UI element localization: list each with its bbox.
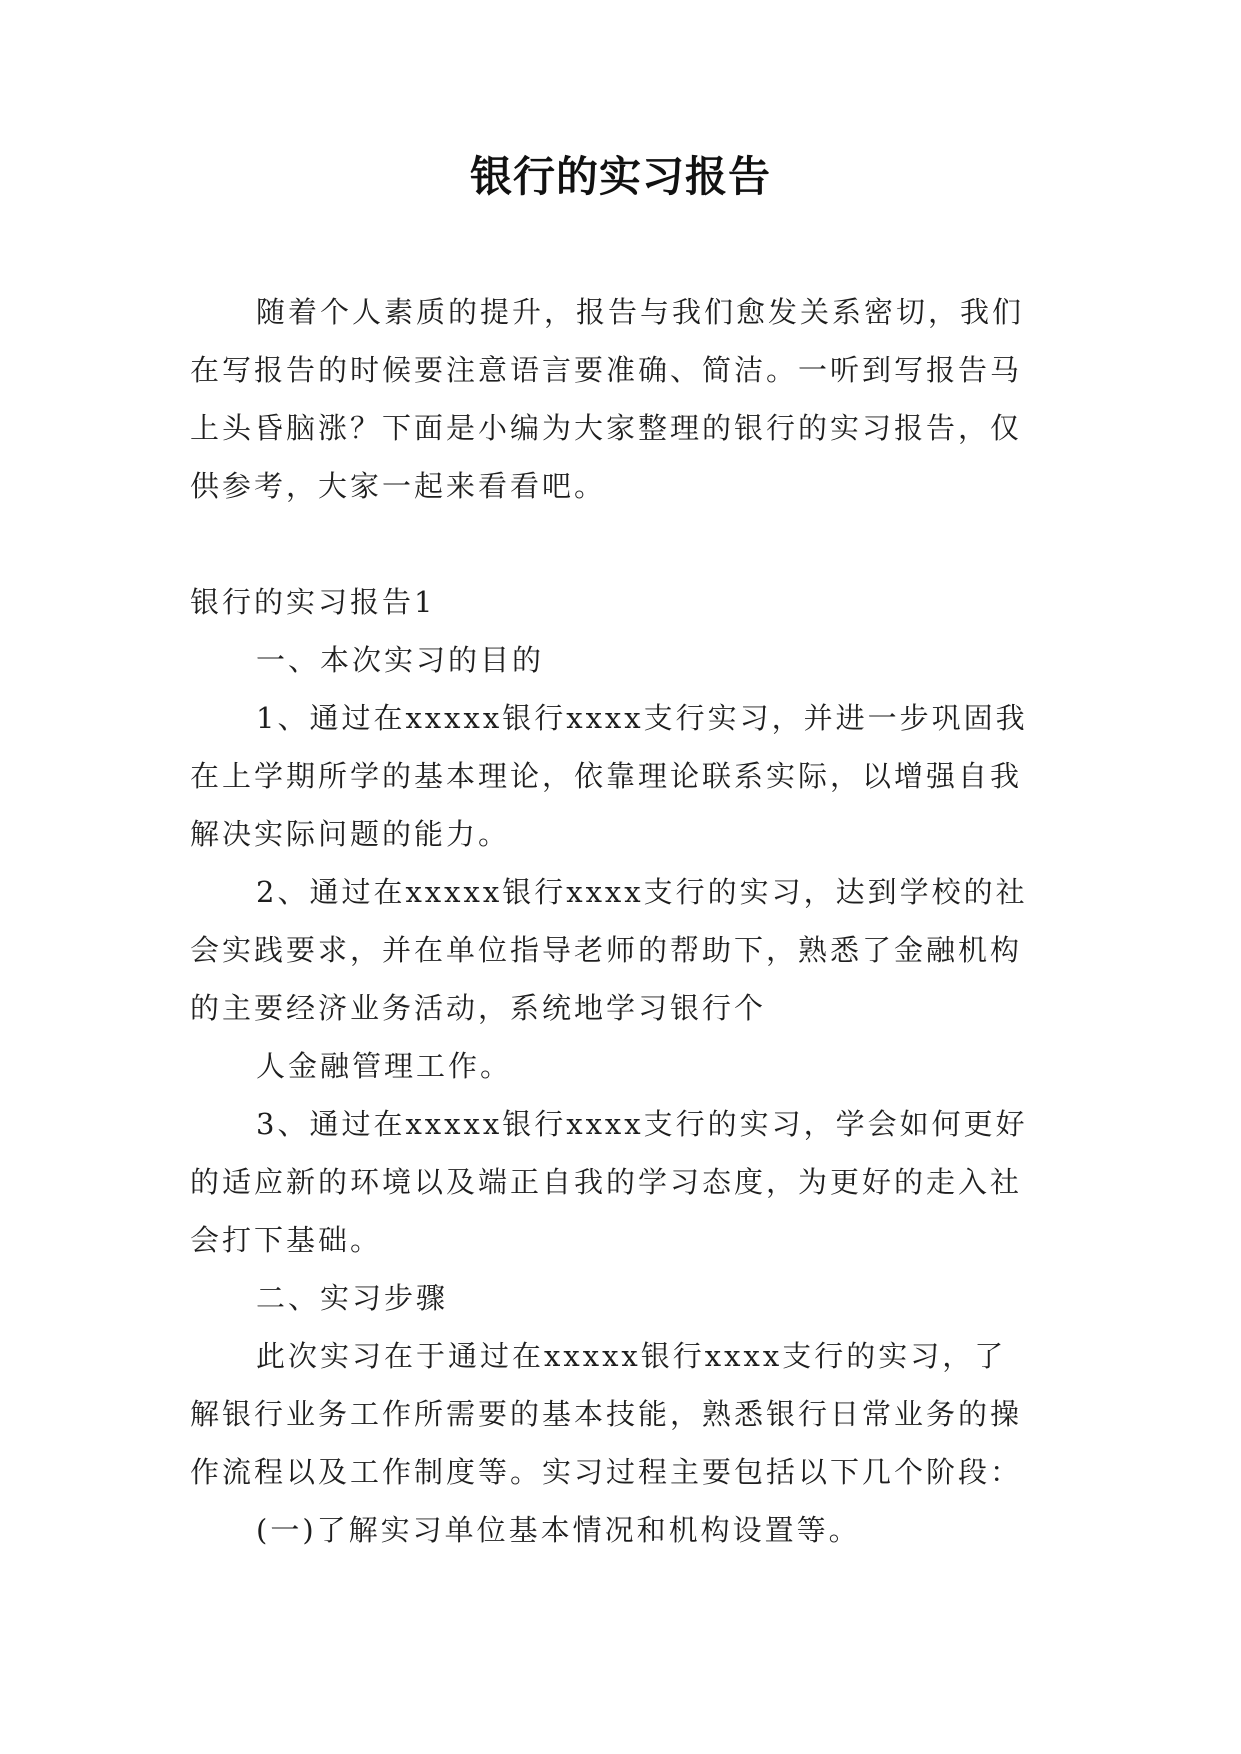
paragraph-line: 解银行业务工作所需要的基本技能，熟悉银行日常业务的操	[190, 1397, 1023, 1431]
paragraph-line: 供参考，大家一起来看看吧。	[190, 469, 607, 503]
paragraph-line: 会实践要求，并在单位指导老师的帮助下，熟悉了金融机构	[190, 933, 1023, 967]
paragraph-line: 随着个人素质的提升，报告与我们愈发关系密切，我们	[256, 295, 1025, 329]
paragraph-line: 的主要经济业务活动，系统地学习银行个	[190, 991, 767, 1025]
subsection-heading: 二、实习步骤	[256, 1281, 449, 1315]
subsection-heading: 一、本次实习的目的	[256, 643, 545, 677]
paragraph-line: 作流程以及工作制度等。实习过程主要包括以下几个阶段：	[190, 1455, 1023, 1489]
paragraph-line: 上头昏脑涨？下面是小编为大家整理的银行的实习报告，仅	[190, 411, 1023, 445]
paragraph-line: (一)了解实习单位基本情况和机构设置等。	[256, 1513, 861, 1547]
document-title: 银行的实习报告	[469, 152, 771, 201]
paragraph-line: 解决实际问题的能力。	[190, 817, 511, 851]
paragraph-line: 1、通过在xxxxx银行xxxx支行实习，并进一步巩固我	[256, 701, 1028, 735]
paragraph-line: 2、通过在xxxxx银行xxxx支行的实习，达到学校的社	[256, 875, 1028, 909]
section-heading: 银行的实习报告1	[190, 585, 436, 619]
paragraph-line: 3、通过在xxxxx银行xxxx支行的实习，学会如何更好	[256, 1107, 1028, 1141]
paragraph-line: 的适应新的环境以及端正自我的学习态度，为更好的走入社	[190, 1165, 1023, 1199]
paragraph-line: 人金融管理工作。	[256, 1049, 513, 1083]
paragraph-line: 在写报告的时候要注意语言要准确、简洁。一听到写报告马	[190, 353, 1023, 387]
paragraph-line: 在上学期所学的基本理论，依靠理论联系实际，以增强自我	[190, 759, 1023, 793]
paragraph-line: 此次实习在于通过在xxxxx银行xxxx支行的实习，了	[256, 1339, 1007, 1373]
paragraph-line: 会打下基础。	[190, 1223, 383, 1257]
